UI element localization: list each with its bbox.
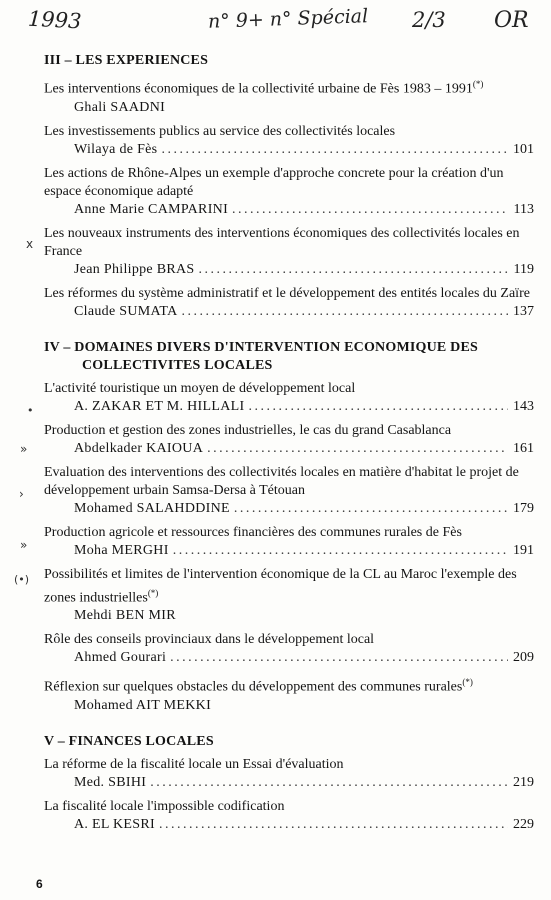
- entry-page-number: 119: [513, 261, 534, 277]
- entry-author-line: [44, 440, 534, 458]
- toc-entry: [44, 631, 534, 667]
- entry-page-number: 161: [513, 440, 534, 456]
- toc-entry: [44, 380, 534, 416]
- margin-mark: ›: [19, 487, 24, 501]
- entry-author: Abdelkader KAIOUA: [74, 440, 204, 456]
- entry-author: Med. SBIHI: [74, 774, 147, 790]
- toc-entry: [44, 566, 534, 626]
- toc-entry: [44, 123, 534, 159]
- entry-author-line: [44, 500, 534, 518]
- leader-dots: [234, 500, 508, 518]
- entry-title: [44, 380, 534, 398]
- section-heading-line: III – LES EXPERIENCES: [44, 53, 209, 68]
- leader-dots: [182, 303, 509, 321]
- entry-title-text: Production et gestion des zones industrielles, le cas du grand Casablanca: [44, 422, 452, 438]
- leader-dots: [159, 816, 508, 834]
- entry-author: Ahmed Gourari: [74, 650, 167, 666]
- entry-title-text: L'activité touristique un moyen de développement local: [44, 380, 356, 396]
- entry-author: Mohamed AIT MEKKI: [74, 697, 212, 713]
- section-heading-line: IV – DOMAINES DIVERS D'INTERVENTION ECONOMIQUE DES: [44, 339, 478, 355]
- leader-dots: [207, 440, 508, 458]
- entry-title: [44, 123, 534, 141]
- entry-author-line: [44, 542, 534, 560]
- entry-title: [44, 524, 534, 542]
- toc-entry: [44, 798, 534, 834]
- entry-footnote-mark: (*): [147, 587, 159, 598]
- margin-mark: »: [20, 442, 28, 456]
- entry-author-line: [44, 607, 534, 625]
- toc-entry: [44, 464, 534, 518]
- entry-author-line: [44, 303, 534, 321]
- entry-title-text: Réflexion sur quelques obstacles du développement des communes rurales: [44, 679, 463, 695]
- entry-author: Mohamed SALAHDDINE: [74, 500, 230, 516]
- entry-page-number: 179: [513, 500, 534, 516]
- entry-author: Moha MERGHI: [74, 542, 169, 558]
- entry-author-line: [44, 697, 534, 715]
- entry-title: [44, 225, 534, 261]
- toc-entry: [44, 673, 534, 715]
- leader-dots: [150, 774, 508, 792]
- toc-entry: [44, 75, 534, 117]
- entry-page-number: 229: [513, 816, 534, 832]
- entry-page-number: 209: [513, 650, 534, 666]
- toc-entry: [44, 524, 534, 560]
- leader-dots: [248, 398, 508, 416]
- margin-mark: x: [26, 237, 34, 251]
- entry-title: [44, 756, 534, 774]
- entry-title: [44, 75, 534, 99]
- entry-title: [44, 673, 534, 697]
- toc-entry: [44, 285, 534, 321]
- entry-page-number: 137: [513, 303, 534, 319]
- entry-title-text: Les réformes du système administratif et le développement des entités locales du Zaïre: [44, 285, 530, 301]
- entry-author: A. EL KESRI: [74, 816, 155, 832]
- toc-entry: [44, 422, 534, 458]
- entry-author: A. ZAKAR ET M. HILLALI: [74, 398, 245, 414]
- entry-page-number: 113: [513, 201, 534, 217]
- entry-author: Claude SUMATA: [74, 303, 178, 319]
- entry-title-text: Les interventions économiques de la collectivité urbaine de Fès 1983 – 1991: [44, 81, 473, 97]
- entry-title-text: Rôle des conseils provinciaux dans le développement local: [44, 632, 375, 648]
- leader-dots: [170, 649, 508, 667]
- section-heading-line: V – FINANCES LOCALES: [44, 733, 214, 749]
- entry-author-line: [44, 398, 534, 416]
- section-heading: [44, 733, 534, 751]
- entry-title-text: Evaluation des interventions des collectivités locales en matière d'habitat le projet de développement urbain Samsa-Dersa à Tétouan: [44, 464, 519, 498]
- entry-title: [44, 631, 534, 649]
- entry-title-text: Les actions de Rhône-Alpes un exemple d'approche concrete pour la création d'un espace économique adapté: [44, 165, 504, 199]
- margin-mark: »: [20, 538, 28, 552]
- entry-author-line: [44, 261, 534, 279]
- entry-author: Anne Marie CAMPARINI: [74, 201, 229, 217]
- entry-author-line: [44, 649, 534, 667]
- entry-title-text: Les nouveaux instruments des interventions économiques des collectivités locales en France: [44, 225, 520, 259]
- entry-title-text: La fiscalité locale l'impossible codification: [44, 798, 285, 814]
- entry-page-number: 101: [513, 141, 534, 157]
- entry-author-line: [44, 141, 534, 159]
- leader-dots: [232, 201, 508, 219]
- entry-author: Ghali SAADNI: [74, 99, 166, 115]
- entry-title: [44, 285, 534, 303]
- section-heading-line: COLLECTIVITES LOCALES: [82, 357, 273, 373]
- entry-title: [44, 422, 534, 440]
- entry-author-line: [44, 201, 534, 219]
- entry-author: Jean Philippe BRAS: [74, 261, 195, 277]
- handwritten-year: 1993: [27, 6, 83, 34]
- margin-mark: (•): [14, 573, 30, 586]
- entry-author-line: [44, 816, 534, 834]
- entry-footnote-mark: (*): [462, 677, 473, 688]
- entry-page-number: 143: [513, 398, 534, 414]
- entry-title: [44, 165, 534, 201]
- table-of-contents: [44, 50, 534, 840]
- entry-title: [44, 464, 534, 500]
- entry-title-text: Possibilités et limites de l'intervention économique de la CL au Maroc l'exemple des zones industrielles: [44, 566, 517, 606]
- margin-mark: •: [27, 404, 34, 417]
- entry-page-number: 219: [513, 774, 534, 790]
- section-heading: [44, 52, 534, 70]
- entry-title: [44, 798, 534, 816]
- toc-entry: [44, 756, 534, 792]
- handwritten-ok: OR: [494, 8, 529, 33]
- toc-entry: [44, 165, 534, 219]
- leader-dots: [173, 542, 508, 560]
- entry-title-text: Les investissements publics au service des collectivités locales: [44, 123, 396, 139]
- handwritten-part: 2/3: [412, 8, 446, 32]
- entry-author-line: [44, 774, 534, 792]
- entry-title-text: Production agricole et ressources financières des communes rurales de Fès: [44, 524, 462, 540]
- page-number: 6: [36, 877, 43, 891]
- entry-title-text: La réforme de la fiscalité locale un Essai d'évaluation: [44, 756, 344, 772]
- entry-title: [44, 566, 534, 608]
- entry-author: Wilaya de Fès: [74, 141, 158, 157]
- entry-page-number: 191: [513, 542, 534, 558]
- toc-entry: [44, 225, 534, 279]
- leader-dots: [199, 261, 508, 279]
- entry-author: Mehdi BEN MIR: [74, 608, 176, 624]
- entry-footnote-mark: (*): [472, 79, 484, 89]
- handwritten-issue-note: n° 9+ n° Spécial: [207, 5, 369, 33]
- entry-author-line: [44, 99, 534, 117]
- section-heading: [44, 339, 534, 375]
- leader-dots: [161, 141, 508, 159]
